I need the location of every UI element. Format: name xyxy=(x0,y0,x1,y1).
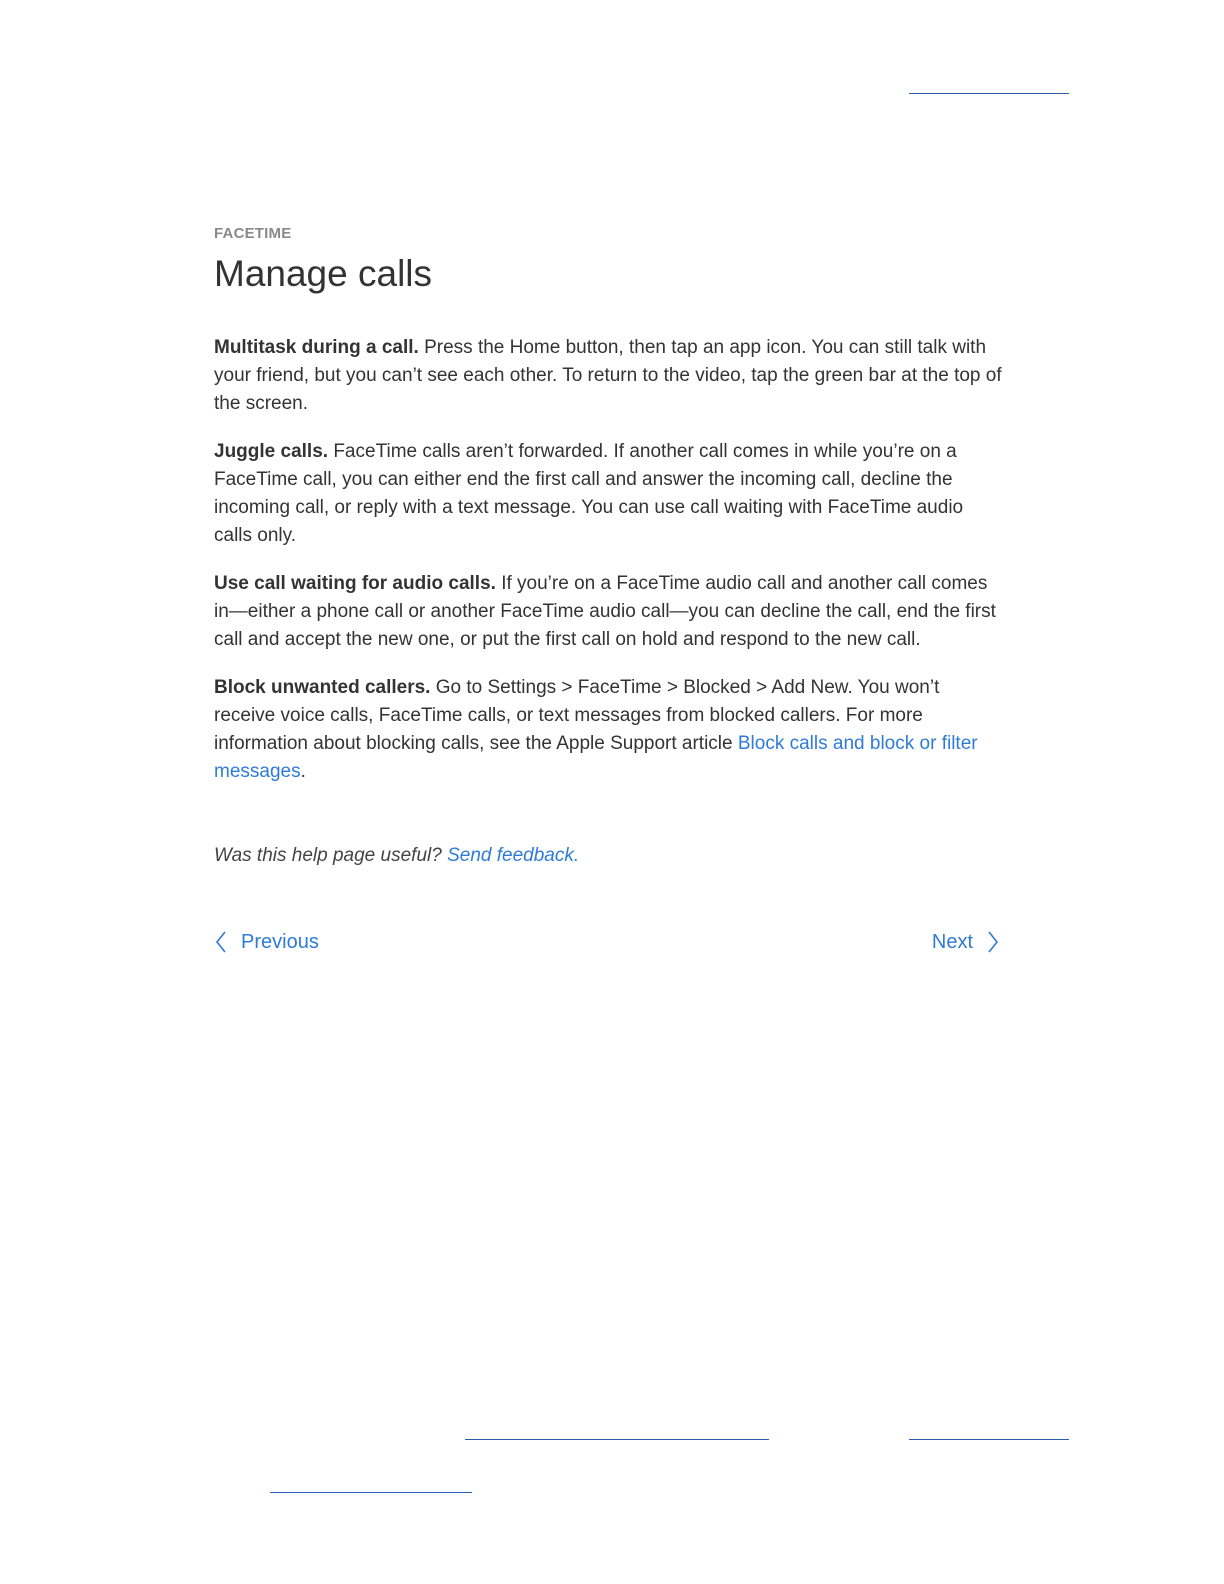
chevron-left-icon xyxy=(214,930,228,954)
previous-label: Previous xyxy=(241,931,319,953)
next-button[interactable] xyxy=(932,928,1000,956)
help-article xyxy=(214,224,1004,956)
paragraph-juggle-calls xyxy=(214,438,1004,550)
next-label: Next xyxy=(931,931,973,953)
previous-button[interactable] xyxy=(214,928,319,956)
feedback-tail: . xyxy=(573,845,580,866)
top-divider-line xyxy=(909,93,1069,94)
feedback-prompt xyxy=(214,842,1004,870)
footer-divider-line xyxy=(909,1439,1069,1440)
section-label: FACETIME xyxy=(214,225,292,242)
paragraph-text: Press the Home button, then tap an app icon. You can still talk with your friend, but you can’t see each other. To return to the video, tap the green bar at the top of the screen. xyxy=(214,337,1002,414)
page-navigation xyxy=(214,928,1000,956)
chevron-right-icon xyxy=(986,930,1000,954)
footer-divider-line xyxy=(270,1492,472,1493)
paragraph-lead: Use call waiting for audio calls. xyxy=(214,573,496,594)
block-calls-link[interactable]: Block calls and block or filter messages xyxy=(214,733,978,782)
paragraph-multitask xyxy=(214,334,1004,418)
paragraph-lead: Juggle calls. xyxy=(214,441,329,462)
paragraph-tail: . xyxy=(300,761,306,782)
paragraph-lead: Multitask during a call. xyxy=(214,337,419,358)
footer-divider-line xyxy=(465,1439,769,1440)
paragraph-call-waiting xyxy=(214,570,1004,654)
paragraph-lead: Block unwanted callers. xyxy=(214,677,431,698)
paragraph-text: Go to Settings > FaceTime > Blocked > Add New. You won’t receive voice calls, FaceTime calls, or text messages from blocked callers. For more information about blocking calls, see the Apple Support article xyxy=(214,677,940,754)
send-feedback-link[interactable]: Send feedback xyxy=(447,845,574,866)
page-title: Manage calls xyxy=(214,253,433,294)
feedback-question: Was this help page useful? xyxy=(214,845,448,866)
paragraph-text: If you’re on a FaceTime audio call and another call comes in—either a phone call or another FaceTime audio call—you can decline the call, end the first call and accept the new one, or put the first call on hold and respond to the new call. xyxy=(214,573,996,650)
paragraph-text: FaceTime calls aren’t forwarded. If another call comes in while you’re on a FaceTime call, you can either end the first call and answer the incoming call, decline the incoming call, or reply with a text message. You can use call waiting with FaceTime audio calls only. xyxy=(214,441,964,546)
paragraph-block-callers xyxy=(214,674,1004,786)
